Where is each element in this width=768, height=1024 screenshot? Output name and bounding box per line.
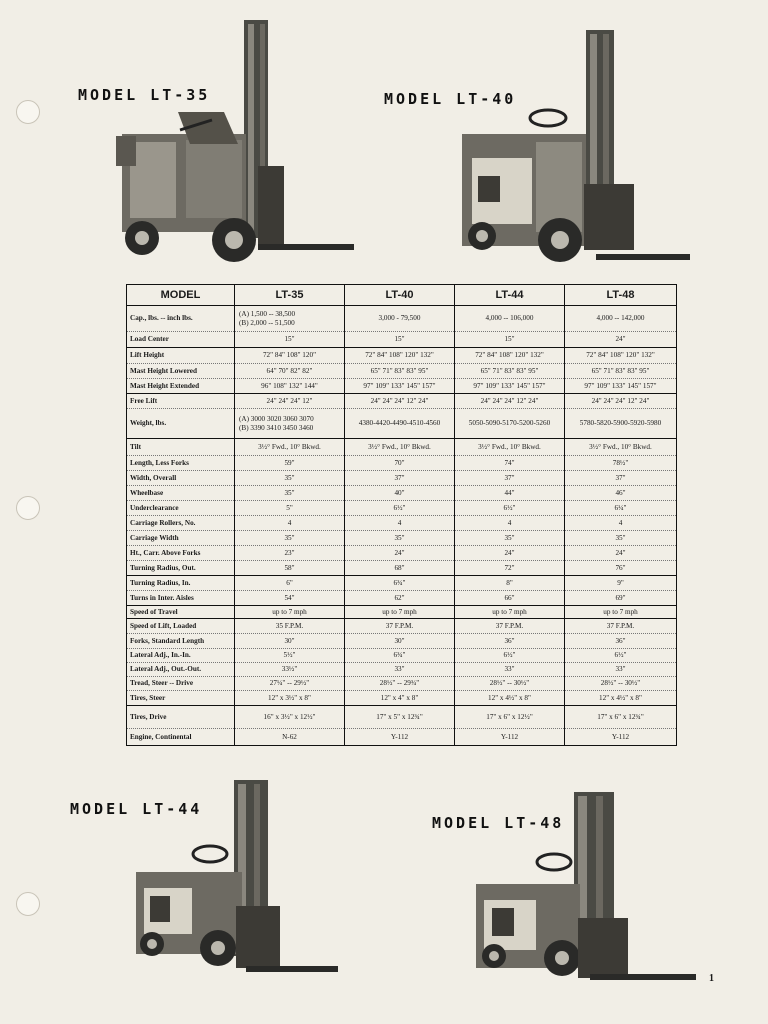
table-cell: 33": [345, 663, 455, 677]
table-header-row: [127, 285, 677, 306]
table-cell: 37": [565, 471, 677, 486]
table-cell: 28½" -- 30½": [565, 677, 677, 691]
table-row: [127, 677, 677, 691]
table-row: [127, 471, 677, 486]
table-cell: 35": [455, 531, 565, 546]
table-row: [127, 576, 677, 591]
table-cell: 36": [455, 634, 565, 649]
table-cell: 70": [345, 456, 455, 471]
table-cell: 35": [235, 486, 345, 501]
table-cell: 6¾": [345, 649, 455, 663]
table-cell: 72" 84" 108" 120" 132": [455, 348, 565, 364]
table-cell: 3,000 - 79,500: [345, 306, 455, 332]
table-cell: 35": [345, 531, 455, 546]
table-cell: 65" 71" 83" 83" 95": [565, 364, 677, 379]
table-cell: 54": [235, 591, 345, 606]
table-cell: 58": [235, 561, 345, 576]
model-lt48-heading: MODEL LT-48: [432, 814, 565, 832]
table-cell: 9": [565, 576, 677, 591]
table-row: [127, 439, 677, 456]
table-cell: 3½° Fwd., 10° Bkwd.: [235, 439, 345, 456]
column-header: LT-44: [455, 285, 565, 306]
table-cell: 37": [455, 471, 565, 486]
table-cell: 23": [235, 546, 345, 561]
table-cell: 4380-4420-4490-4510-4560: [345, 409, 455, 439]
table-cell: 44": [455, 486, 565, 501]
column-header: LT-40: [345, 285, 455, 306]
table-cell: 35": [235, 471, 345, 486]
table-body: [127, 306, 677, 746]
table-cell: 37 F.P.M.: [345, 619, 455, 634]
row-label: Lift Height: [127, 348, 235, 364]
table-cell: 6¾": [345, 576, 455, 591]
table-cell: 8": [455, 576, 565, 591]
table-cell: 37 F.P.M.: [455, 619, 565, 634]
table-cell: 24" 24" 24" 12" 24": [345, 394, 455, 409]
table-row: [127, 649, 677, 663]
table-cell: 30": [345, 634, 455, 649]
table-cell: 27¼" -- 29½": [235, 677, 345, 691]
row-label: Lateral Adj., In.-In.: [127, 649, 235, 663]
table-cell: 97" 109" 133" 145" 157": [345, 379, 455, 394]
table-cell: 5": [235, 501, 345, 516]
table-cell: 30": [235, 634, 345, 649]
punch-hole: [16, 892, 40, 916]
table-cell: 3½° Fwd., 10° Bkwd.: [345, 439, 455, 456]
table-cell: 24": [345, 546, 455, 561]
table-cell: 35": [235, 531, 345, 546]
table-cell: 69": [565, 591, 677, 606]
table-cell: 37": [345, 471, 455, 486]
column-header: LT-35: [235, 285, 345, 306]
table-cell: 72" 84" 108" 120" 132": [345, 348, 455, 364]
table-row: [127, 394, 677, 409]
punch-hole: [16, 100, 40, 124]
table-cell: 6½": [455, 649, 565, 663]
table-cell: 59": [235, 456, 345, 471]
table-cell: 35": [565, 531, 677, 546]
row-label: Turning Radius, In.: [127, 576, 235, 591]
column-header: LT-48: [565, 285, 677, 306]
table-cell: (A) 3000 3020 3060 3070 (B) 3390 3410 3450 3460: [235, 409, 345, 439]
table-row: [127, 546, 677, 561]
table-cell: 4: [565, 516, 677, 531]
row-label: Tires, Steer: [127, 691, 235, 706]
table-cell: 78½": [565, 456, 677, 471]
table-cell: 24": [565, 332, 677, 348]
table-cell: 33": [565, 663, 677, 677]
model-lt44-heading: MODEL LT-44: [70, 800, 203, 818]
row-label: Cap., lbs. -- inch lbs.: [127, 306, 235, 332]
table-cell: 28½" -- 30½": [455, 677, 565, 691]
model-lt35-heading: MODEL LT-35: [78, 86, 211, 104]
row-label: Tilt: [127, 439, 235, 456]
table-cell: 74": [455, 456, 565, 471]
table-cell: 68": [345, 561, 455, 576]
table-cell: 36": [565, 634, 677, 649]
table-row: [127, 486, 677, 501]
table-cell: 6½": [565, 649, 677, 663]
table-cell: 24" 24" 24" 12" 24": [565, 394, 677, 409]
table-cell: 64" 70" 82" 82": [235, 364, 345, 379]
row-label: Turns in Inter. Aisles: [127, 591, 235, 606]
table-cell: 4,000 -- 106,000: [455, 306, 565, 332]
table-cell: 33½": [235, 663, 345, 677]
row-label: Wheelbase: [127, 486, 235, 501]
table-row: [127, 364, 677, 379]
table-cell: 28½" -- 29¾": [345, 677, 455, 691]
table-cell: Y-112: [345, 729, 455, 746]
table-cell: 15": [235, 332, 345, 348]
table-row: [127, 332, 677, 348]
table-cell: 4: [235, 516, 345, 531]
row-label: Turning Radius, Out.: [127, 561, 235, 576]
column-header: MODEL: [127, 285, 235, 306]
row-label: Forks, Standard Length: [127, 634, 235, 649]
table-cell: 24": [455, 546, 565, 561]
table-cell: 12" x 4" x 8": [345, 691, 455, 706]
table-cell: 4: [345, 516, 455, 531]
table-cell: Y-112: [565, 729, 677, 746]
punch-hole: [16, 496, 40, 520]
table-row: [127, 619, 677, 634]
table-cell: 66": [455, 591, 565, 606]
table-cell: 4,000 -- 142,000: [565, 306, 677, 332]
table-cell: 37 F.P.M.: [565, 619, 677, 634]
row-label: Tires, Drive: [127, 706, 235, 729]
table-cell: 3½° Fwd., 10° Bkwd.: [455, 439, 565, 456]
row-label: Lateral Adj., Out.-Out.: [127, 663, 235, 677]
table-cell: 17" x 6" x 12¾": [565, 706, 677, 729]
table-cell: 72": [455, 561, 565, 576]
table-row: [127, 531, 677, 546]
table-cell: 72" 84" 108" 120": [235, 348, 345, 364]
table-cell: 24" 24" 24" 12" 24": [455, 394, 565, 409]
row-label: Carriage Rollers, No.: [127, 516, 235, 531]
row-label: Ht., Carr. Above Forks: [127, 546, 235, 561]
table-cell: 6½": [345, 501, 455, 516]
table-row: [127, 409, 677, 439]
table-row: [127, 501, 677, 516]
table-cell: 46": [565, 486, 677, 501]
row-label: Carriage Width: [127, 531, 235, 546]
row-label: Length, Less Forks: [127, 456, 235, 471]
page-number: 1: [709, 973, 714, 984]
row-label: Speed of Lift, Loaded: [127, 619, 235, 634]
row-label: Free Lift: [127, 394, 235, 409]
table-cell: up to 7 mph: [345, 606, 455, 619]
table-cell: 5780-5820-5900-5920-5980: [565, 409, 677, 439]
table-row: [127, 706, 677, 729]
table-cell: 12" x 4½" x 8": [565, 691, 677, 706]
row-label: Tread, Steer -- Drive: [127, 677, 235, 691]
row-label: Load Center: [127, 332, 235, 348]
table-row: [127, 379, 677, 394]
table-cell: 15": [345, 332, 455, 348]
table-cell: 65" 71" 83" 83" 95": [345, 364, 455, 379]
forklift-lt40-illustration: [456, 26, 696, 270]
table-cell: 12" x 3½" x 8": [235, 691, 345, 706]
row-label: Mast Height Lowered: [127, 364, 235, 379]
table-cell: 6½": [455, 501, 565, 516]
table-cell: up to 7 mph: [565, 606, 677, 619]
table-cell: 40": [345, 486, 455, 501]
table-row: [127, 634, 677, 649]
table-cell: 97" 109" 133" 145" 157": [565, 379, 677, 394]
table-row: [127, 663, 677, 677]
row-label: Speed of Travel: [127, 606, 235, 619]
table-cell: up to 7 mph: [235, 606, 345, 619]
table-row: [127, 729, 677, 746]
table-cell: (A) 1,500 -- 38,500 (B) 2,000 -- 51,500: [235, 306, 345, 332]
table-row: [127, 348, 677, 364]
table-row: [127, 691, 677, 706]
table-row: [127, 606, 677, 619]
row-label: Weight, lbs.: [127, 409, 235, 439]
table-cell: 15": [455, 332, 565, 348]
table-cell: N-62: [235, 729, 345, 746]
table-row: [127, 306, 677, 332]
table-cell: 17" x 5" x 12¾": [345, 706, 455, 729]
table-cell: 72" 84" 108" 120" 132": [565, 348, 677, 364]
table-cell: 5050-5090-5170-5200-5260: [455, 409, 565, 439]
table-row: [127, 561, 677, 576]
table-cell: 5½": [235, 649, 345, 663]
specifications-table: [126, 284, 677, 746]
table-cell: 97" 109" 133" 145" 157": [455, 379, 565, 394]
table-cell: 6¼": [565, 501, 677, 516]
table-cell: 3½° Fwd., 10° Bkwd.: [565, 439, 677, 456]
forklift-lt35-illustration: [108, 16, 358, 266]
row-label: Width, Overall: [127, 471, 235, 486]
row-label: Engine, Continental: [127, 729, 235, 746]
table-cell: 62": [345, 591, 455, 606]
model-lt40-heading: MODEL LT-40: [384, 90, 517, 108]
table-cell: up to 7 mph: [455, 606, 565, 619]
row-label: Underclearance: [127, 501, 235, 516]
table-row: [127, 516, 677, 531]
table-cell: 16" x 3½" x 12½": [235, 706, 345, 729]
table-cell: 33": [455, 663, 565, 677]
forklift-lt44-illustration: [130, 776, 344, 982]
forklift-lt48-illustration: [470, 788, 702, 992]
row-label: Mast Height Extended: [127, 379, 235, 394]
table-cell: 24" 24" 24" 12": [235, 394, 345, 409]
table-cell: 35 F.P.M.: [235, 619, 345, 634]
table-cell: 96" 108" 132" 144": [235, 379, 345, 394]
table-cell: 65" 71" 83" 83" 95": [455, 364, 565, 379]
table-cell: 24": [565, 546, 677, 561]
table-cell: Y-112: [455, 729, 565, 746]
table-cell: 4: [455, 516, 565, 531]
table-cell: 76": [565, 561, 677, 576]
table-cell: 6": [235, 576, 345, 591]
table-cell: 12" x 4½" x 8": [455, 691, 565, 706]
table-row: [127, 456, 677, 471]
table-row: [127, 591, 677, 606]
table-cell: 17" x 6" x 12½": [455, 706, 565, 729]
